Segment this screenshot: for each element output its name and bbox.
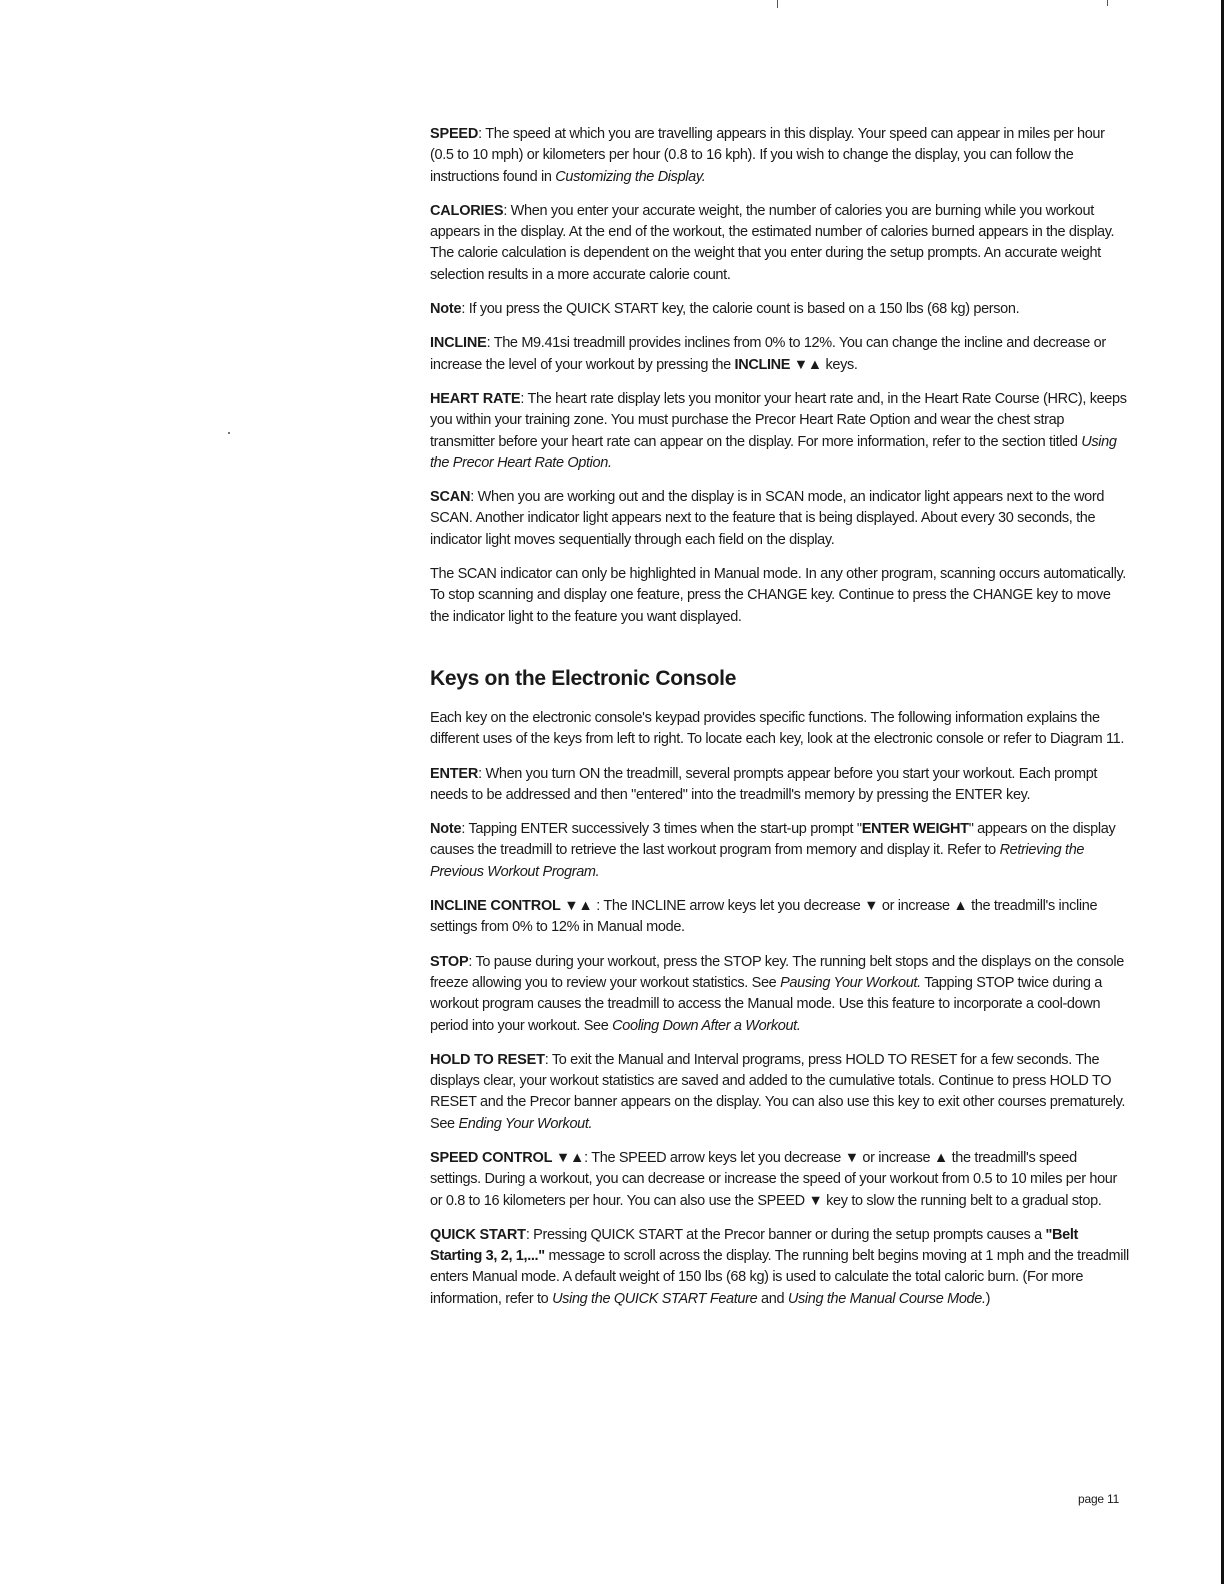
paragraph-incline-control [430, 896, 1130, 939]
paragraph-scan-indicator [430, 564, 1130, 628]
term-speed: SPEED [430, 126, 479, 142]
term-quick-start: QUICK START [430, 1226, 526, 1243]
paragraph-heart-rate [430, 389, 1130, 474]
paragraph-incline [430, 333, 1130, 376]
text-quick-start-3: and [757, 1290, 788, 1307]
page-body [430, 124, 1130, 1323]
paragraph-scan [430, 487, 1130, 551]
term-calories: CALORIES [430, 202, 504, 219]
paragraph-hold-to-reset [430, 1050, 1130, 1135]
term-note-enter: Note [430, 821, 462, 838]
ref-customizing-the-display: Customizing the Display. [555, 168, 706, 185]
page-number: page 11 [1078, 1492, 1120, 1506]
text-note-enter-1: : Tapping ENTER successively 3 times when the start-up prompt " [461, 821, 862, 838]
text-calories: : When you enter your accurate weight, the number of calories you are burning while you workout appears in the display. At the end of the workout, the estimated number of calories burned appears in the display. The calorie calculation is dependent on the weight that you enter during the setup prompts. An accurate weight selection results in a more accurate calorie count. [430, 202, 1115, 283]
prompt-enter-weight: ENTER WEIGHT [861, 821, 969, 838]
ref-quick-start-feature: Using the QUICK START Feature [552, 1290, 758, 1307]
text-quick-start-2: message to scroll across the display. The running belt begins moving at 1 mph and the treadmill enters Manual mode. A default weight of 150 lbs (68 kg) is used to calculate the total caloric burn. (For more information, refer to [430, 1248, 1129, 1307]
text-scan-indicator: The SCAN indicator can only be highlighted in Manual mode. In any other program, scanning occurs automatically. To stop scanning and display one feature, press the CHANGE key. Continue to press the CHANGE key to move the indicator light to the feature you want displayed. [430, 566, 1126, 625]
paragraph-speed [430, 124, 1130, 188]
text-quick-start-4: ) [985, 1290, 991, 1307]
term-note: Note [430, 301, 462, 318]
text-quick-start-1: : Pressing QUICK START at the Precor banner or during the setup prompts causes a [525, 1226, 1046, 1243]
key-incline-arrows: INCLINE ▼▲ [734, 356, 822, 373]
text-speed-control: : The SPEED arrow keys let you decrease ▼ or increase ▲ the treadmill's speed settings. During a workout, you can decrease or increase the speed of your workout from 0.5 to 10 miles per hour or 0.8 to 16 kilometers per hour. You can also use the SPEED ▼ key to slow the running belt to a gradual stop. [430, 1149, 1117, 1209]
scan-mark-top [777, 0, 778, 8]
ref-pausing-your-workout: Pausing Your Workout. [780, 974, 921, 991]
term-stop: STOP [430, 953, 469, 970]
paragraph-enter [430, 764, 1130, 807]
text-enter: : When you turn ON the treadmill, several prompts appear before you start your workout. Each prompt needs to be addressed and then "entered" into the treadmill's memory by pressing the ENTER key. [430, 765, 1098, 803]
term-enter: ENTER [430, 765, 479, 782]
paragraph-calories [430, 201, 1130, 286]
text-incline: : The M9.41si treadmill provides inclines from 0% to 12%. You can change the incline and decrease or increase the level of your workout by pressing the [430, 335, 1106, 373]
term-speed-control: SPEED CONTROL ▼▲ [430, 1149, 585, 1166]
term-incline: INCLINE [430, 335, 487, 352]
term-incline-control: INCLINE CONTROL ▼▲ [430, 898, 593, 915]
text-keys-intro: Each key on the electronic console's keypad provides specific functions. The following information explains the different uses of the keys from left to right. To locate each key, look at the electronic console or refer to Diagram 11. [430, 709, 1125, 748]
text-heart-rate: : The heart rate display lets you monitor your heart rate and, in the Heart Rate Course (HRC), keeps you within your training zone. You must purchase the Precor Heart Rate Option and wear the chest strap transmitter before your heart rate can appear on the display. For more information, refer to the section titled [430, 390, 1127, 450]
ref-cooling-down: Cooling Down After a Workout. [612, 1017, 801, 1034]
ref-retrieving-previous-program: Retrieving the Previous Workout Program. [430, 842, 1085, 880]
paragraph-stop [430, 952, 1130, 1037]
paragraph-note-enter [430, 819, 1130, 883]
term-heart-rate: HEART RATE [430, 390, 521, 407]
text-stop-2: Tapping STOP twice during a workout program causes the treadmill to access the Manual mode. Use this feature to incorporate a cool-down period into your workout. See [430, 974, 1103, 1034]
message-belt-starting: "Belt Starting 3, 2, 1,..." [430, 1226, 1079, 1265]
paragraph-note-calories [430, 299, 1130, 320]
scan-mark-top-right [1107, 0, 1108, 6]
text-note-enter-2: " appears on the display causes the treadmill to retrieve the last workout program from memory and display it. Refer to [430, 821, 1116, 859]
paragraph-quick-start [430, 1225, 1130, 1310]
text-stop-1: : To pause during your workout, press the STOP key. The running belt stops and the displays on the console freeze allowing you to review your workout statistics. See [430, 953, 1124, 991]
text-incline-control: : The INCLINE arrow keys let you decrease ▼ or increase ▲ the treadmill's incline settings from 0% to 12% in Manual mode. [430, 898, 1098, 936]
text-note-calories: : If you press the QUICK START key, the calorie count is based on a 150 lbs (68 kg) person. [461, 301, 1020, 318]
paragraph-speed-control [430, 1148, 1130, 1212]
term-scan: SCAN [430, 489, 471, 506]
section-heading: Keys on the Electronic Console [430, 666, 737, 690]
ref-manual-course-mode: Using the Manual Course Mode. [787, 1290, 986, 1307]
text-hold-to-reset: : To exit the Manual and Interval programs, press HOLD TO RESET for a few seconds. The displays clear, your workout statistics are saved and added to the cumulative totals. Continue to press HOLD TO RESET and the Precor banner appears on the display. You can also use this key to exit other courses prematurely. See [430, 1051, 1126, 1132]
text-incline-tail: keys. [821, 356, 858, 373]
ref-heart-rate-option: Using the Precor Heart Rate Option. [430, 433, 1117, 471]
term-hold-to-reset: HOLD TO RESET [430, 1051, 545, 1068]
paragraph-keys-intro [430, 708, 1130, 751]
text-scan: : When you are working out and the display is in SCAN mode, an indicator light appears next to the word SCAN. Another indicator light appears next to the feature that is being displayed. About every 30 seconds, the indicator light moves sequentially through each field on the display. [430, 489, 1105, 548]
text-speed: : The speed at which you are travelling appears in this display. Your speed can appear in miles per hour (0.5 to 10 mph) or kilometers per hour (0.8 to 16 kph). If you wish to change the display, you can follow the instructions found in [430, 126, 1105, 185]
ref-ending-your-workout: Ending Your Workout. [458, 1115, 593, 1132]
scan-speck [228, 432, 230, 434]
